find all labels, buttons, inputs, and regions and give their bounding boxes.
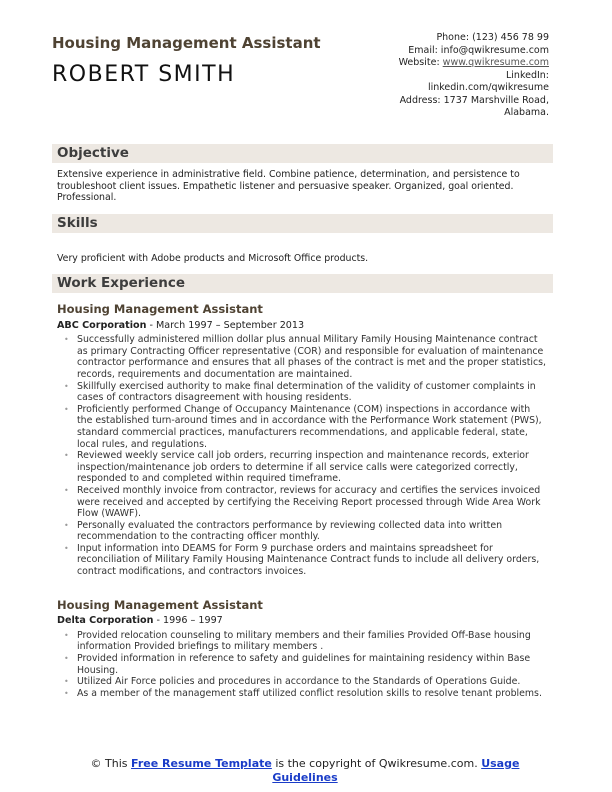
job-company-line (57, 615, 548, 627)
candidate-name: ROBERT SMITH (52, 62, 236, 87)
footer-middle: is the copyright of Qwikresume.com. (271, 757, 482, 770)
free-resume-template-link[interactable]: Free Resume Template (131, 757, 272, 770)
website-link[interactable]: www.qwikresume.com (442, 57, 549, 68)
linkedin-label: LinkedIn: (505, 69, 549, 81)
job-dates: - 1996 – 1997 (153, 615, 223, 627)
website-label: Website: (398, 57, 443, 68)
address-line-2: Alabama. (504, 107, 549, 118)
section-heading-objective: Objective (52, 144, 553, 163)
job-title: Housing Management Assistant (57, 302, 263, 316)
footer-prefix: © This (90, 757, 132, 770)
list-item: • Skillfully exercised authority to make final determination of the validity of customer complaints in cases of contractors disagreement with housing residents. (77, 381, 548, 404)
job-company-line (57, 320, 548, 332)
job-title: Housing Management Assistant (57, 597, 263, 612)
resume-body (52, 144, 553, 699)
job-entry (52, 597, 553, 700)
job-dates: - March 1997 – September 2013 (146, 319, 305, 331)
address-line-1: Address: 1737 Marshville Road, (399, 94, 549, 106)
list-item: • Input information into DEAMS for Form 9 purchase orders and maintains spreadsheet for reconciliation of Military Family Housing Maintenance Contract funds to include all delivery orders, contract modifications, and contractors invoices. (77, 543, 548, 578)
linkedin: linkedin.com/qwikresume (427, 82, 549, 93)
section-heading-work-experience: Work Experience (52, 274, 553, 293)
list-item: • Provided relocation counseling to military members and their families Provided Off-Base housing information Provided briefings to military members . (77, 630, 548, 653)
section-heading-skills: Skills (52, 214, 553, 233)
list-item: • Reviewed weekly service call job orders, recurring inspection and maintenance records, exterior inspection/maintenance job orders to determine if all service calls were categorized correctly, responded to and completed within required timeframe. (77, 450, 548, 485)
list-item: • Received monthly invoice from contractor, reviews for accuracy and certifies the services invoiced were received and accepted by certifying the Receiving Report processed through Wide Area Work Flow (WAWF). (77, 485, 548, 520)
list-item: • Utilized Air Force policies and procedures in accordance to the Standards of Operations Guide. (77, 676, 548, 688)
email: Email: info@qwikresume.com (408, 44, 549, 56)
company-name: ABC Corporation (57, 319, 147, 331)
list-item: • As a member of the management staff utilized conflict resolution skills to resolve tenant problems. (77, 688, 548, 700)
usage-guidelines-link[interactable]: Usage Guidelines (272, 757, 520, 784)
objective-text: Extensive experience in administrative field. Combine patience, determination, and persistence to troubleshoot client issues. Empathetic listener and persuasive speaker. Organized, goal oriented. Professional. (57, 169, 520, 204)
list-item: • Provided information in reference to safety and guidelines for maintaining residency within Base Housing. (77, 653, 548, 676)
job-entry (52, 304, 553, 578)
skills-text: Very proficient with Adobe products and Microsoft Office products. (57, 253, 369, 264)
website (349, 57, 549, 70)
list-item: • Personally evaluated the contractors performance by reviewing collected data into written recommendation to the contracting officer monthly. (77, 520, 548, 543)
contact-block (349, 32, 549, 120)
company-name: Delta Corporation (57, 615, 154, 627)
phone: Phone: (123) 456 78 99 (436, 32, 549, 43)
copyright-footer (60, 757, 550, 784)
list-item: • Proficiently performed Change of Occupancy Maintenance (COM) inspections in accordance with the established turn-around times and in accordance with the Performance Work statement (PWS), standard commercial practices, manufacturers recommendations, and applicable federal, state, local rules, and regulations. (77, 404, 548, 450)
job-bullets (57, 334, 548, 577)
job-bullets (57, 630, 548, 700)
header-job-title: Housing Management Assistant (52, 34, 321, 52)
list-item: • Successfully administered million dollar plus annual Military Family Housing Maintenance contract as primary Contracting Officer representative (COR) and responsible for evaluation of maintenance contractor performance and ensures that all phases of the contract is met and the proper statistics, records, requirements and documentation are maintained. (77, 334, 548, 380)
